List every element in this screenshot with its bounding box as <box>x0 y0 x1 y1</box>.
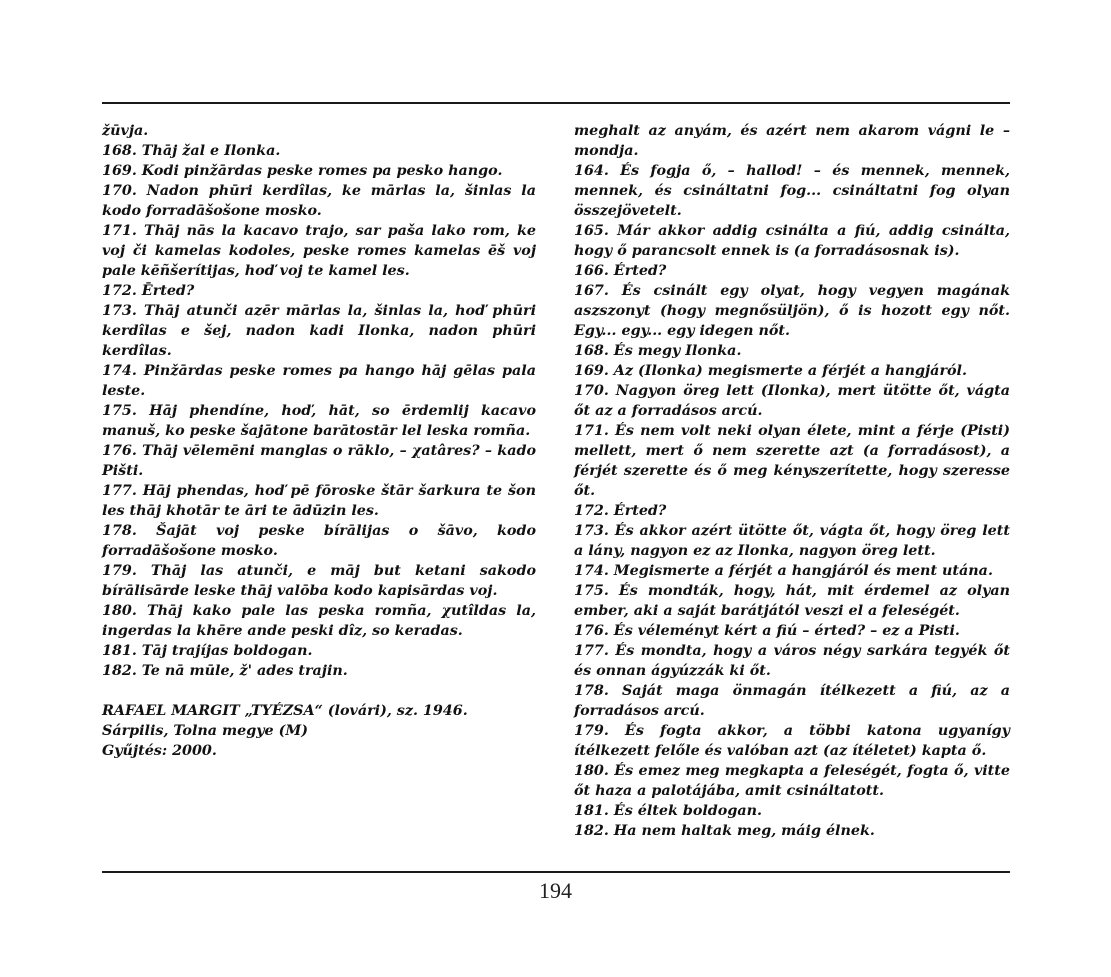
paragraph: 177. Hāj phendas, hoď pē fōroske štār šarkura te šon les thāj khotār te āri te ādūzin les. <box>102 483 536 519</box>
paragraph: 170. Nadon phūri kerdîlas, ke mārlas la, šinlas la kodo forradāšošone mosko. <box>102 183 536 219</box>
paragraph: 176. És véleményt kért a fiú – érted? – ez a Pisti. <box>574 623 960 639</box>
paragraph: 181. Tāj trajíjas boldogan. <box>102 643 313 659</box>
paragraph: 180. És emez meg megkapta a feleségét, fogta ő, vitte őt haza a palotájába, amit csináltatott. <box>574 763 1010 799</box>
page-number: 194 <box>539 878 572 903</box>
paragraph: 167. És csinált egy olyat, hogy vegyen magának aszszonyt (hogy megnősüljön), ő is hozott egy nőt. Egy... egy... egy idegen nőt. <box>574 283 1010 339</box>
paragraph: 169. Az (Ilonka) megismerte a férjét a hangjáról. <box>574 363 967 379</box>
paragraph: 168. És megy Ilonka. <box>574 343 742 359</box>
paragraph: 175. És mondták, hogy, hát, mit érdemel az olyan ember, aki a saját barátjától veszi el a feleségét. <box>574 583 1010 619</box>
bottom-rule <box>102 871 1010 873</box>
paragraph: 176. Thāj vēlemēni manglas o rāklo, – χatâres? – kado Pišti. <box>102 443 536 479</box>
paragraph: 174. Pinžārdas peske romes pa hango hāj gēlas pala leste. <box>102 363 536 399</box>
paragraph: 182. Ha nem haltak meg, máig élnek. <box>574 823 875 839</box>
paragraph: 178. Saját maga önmagán ítélkezett a fiú, az a forradásos arcú. <box>574 683 1010 719</box>
paragraph: 172. Ērted? <box>102 283 195 299</box>
paragraph: 171. Thāj nās la kacavo trajo, sar paša lako rom, ke voj či kamelas kodoles, peske romes kamelas ēš voj pale kēñšerítijas, hoď voj te kamel les. <box>102 223 536 279</box>
paragraph: 182. Te nā mūle, ž' ades trajin. <box>102 663 348 679</box>
paragraph: 179. És fogta akkor, a többi katona ugyanígy ítélkezett felőle és valóban azt (az ítéletet) kapta ő. <box>574 723 1010 759</box>
paragraph: 166. Érted? <box>574 263 667 279</box>
paragraph: 173. És akkor azért ütötte őt, vágta őt, hogy öreg lett a lány, nagyon ez az Ilonka, nagyon öreg lett. <box>574 523 1010 559</box>
paragraph: 180. Thāj kako pale las peska romña, χutîldas la, ingerdas la khēre ande peski dîz, so keradas. <box>102 603 536 639</box>
narrator-credit: RAFAEL MARGIT „TYÉZSA“ (lovári), sz. 1946. <box>102 703 468 719</box>
recording-location: Sárpilis, Tolna megye (M) <box>102 723 308 739</box>
paragraph: 173. Thāj atunči azēr mārlas la, šinlas la, hoď phūri kerdîlas e šej, nadon kadi Ilonka, nadon phūri kerdîlas. <box>102 303 536 359</box>
paragraph: 179. Thāj las atunči, e māj but ketani sakodo bírālisārde leske thāj valōba kodo kapisārdas voj. <box>102 563 536 599</box>
paragraph: 181. És éltek boldogan. <box>574 803 762 819</box>
right-column-hungarian-text <box>574 121 1010 841</box>
paragraph: 164. És fogja ő, – hallod! – és mennek, mennek, mennek, és csináltatni fog... csináltatni fog olyan összejövetelt. <box>574 163 1010 219</box>
paragraph: 165. Már akkor addig csinálta a fiú, addig csinálta, hogy ő parancsolt ennek is (a forradásosnak is). <box>574 223 1010 259</box>
left-column-romani-text <box>102 121 536 761</box>
paragraph: 178. Šajāt voj peske bírālijas o šāvo, kodo forradāšošone mosko. <box>102 523 536 559</box>
paragraph: 177. És mondta, hogy a város négy sarkára tegyék őt és onnan ágyúzzák ki őt. <box>574 643 1010 679</box>
paragraph: 170. Nagyon öreg lett (Ilonka), mert ütötte őt, vágta őt az a forradásos arcú. <box>574 383 1010 419</box>
paragraph: 174. Megismerte a férjét a hangjáról és ment utána. <box>574 563 993 579</box>
paragraph: 168. Thāj žal e Ilonka. <box>102 143 281 159</box>
paragraph: 171. És nem volt neki olyan élete, mint a férje (Pisti) mellett, mert ő nem szerette azt (a forradásost), a férjét szerette és ő meg kényszerítette, hogy szeresse őt. <box>574 423 1010 499</box>
paragraph-spacer <box>102 681 536 701</box>
paragraph: 169. Kodi pinžārdas peske romes pa pesko hango. <box>102 163 503 179</box>
top-rule <box>102 102 1010 104</box>
paragraph: 175. Hāj phendíne, hoď, hāt, so ērdemlij kacavo manuš, ko peske šajātone barātostār lel leska romña. <box>102 403 536 439</box>
paragraph: meghalt az anyám, és azért nem akarom vágni le – mondja. <box>574 123 1010 159</box>
collection-year: Gyűjtés: 2000. <box>102 743 217 759</box>
paragraph: žūvja. <box>102 123 149 139</box>
paragraph: 172. Érted? <box>574 503 667 519</box>
